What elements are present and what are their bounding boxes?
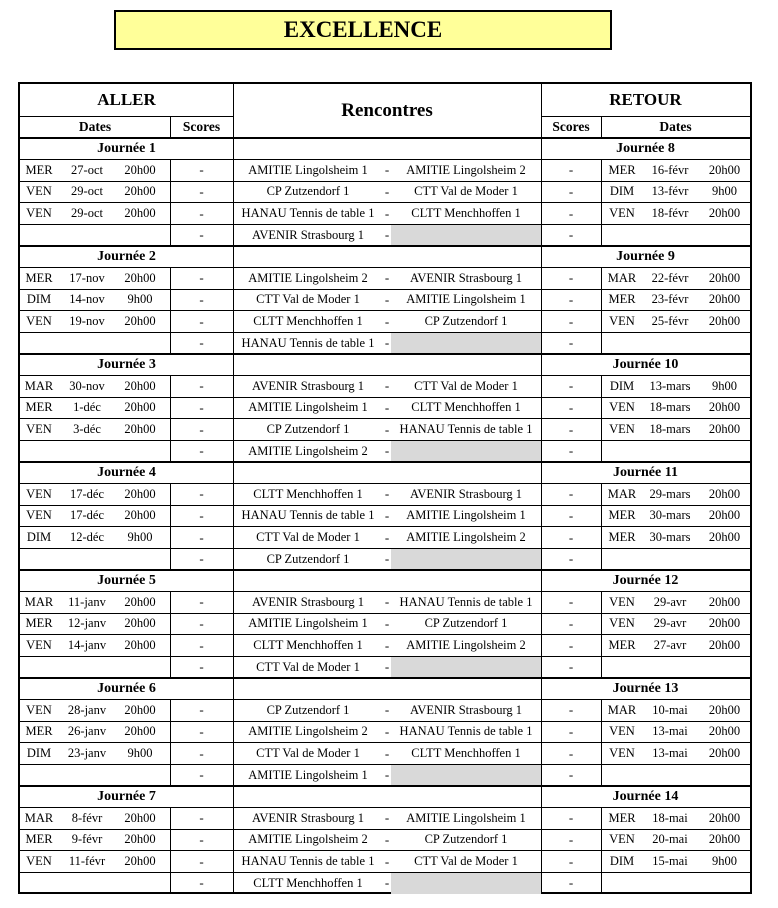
aller-date: 30-nov [69,378,105,393]
score-aller: - [199,637,204,653]
retour-time: 20h00 [708,702,741,717]
retour-day: MER [608,810,636,825]
journee-label-aller: Journée 7 [97,788,156,804]
header-scores-retour: Scores [552,119,590,134]
aller-date: 17-déc [69,486,104,501]
home-team: AMITIE Lingolsheim 2 [248,270,368,285]
retour-date: 13-mars [649,378,691,393]
schedule-table [18,82,752,894]
exempt-team: HANAU Tennis de table 1 [241,335,375,350]
score-aller: - [199,335,204,351]
retour-time: 9h00 [712,854,737,869]
match-separator: - [384,227,390,243]
retour-time: 20h00 [708,530,741,545]
away-team: CP Zutzendorf 1 [424,616,508,631]
match-separator: - [384,615,390,631]
score-aller: - [199,767,204,783]
score-retour: - [568,443,574,459]
journee-label-aller: Journée 3 [97,356,156,372]
aller-time: 20h00 [124,206,156,221]
home-team: HANAU Tennis de table 1 [241,206,375,221]
match-separator: - [384,162,390,178]
aller-day: DIM [26,530,52,545]
aller-day: VEN [26,486,52,501]
aller-day: MER [25,162,53,177]
retour-date: 13-mai [652,746,688,761]
aller-date: 23-janv [67,746,107,761]
aller-time: 20h00 [124,400,156,415]
home-team: CTT Val de Moder 1 [256,746,360,761]
aller-day: MER [25,400,53,415]
header-retour: RETOUR [609,90,682,109]
retour-time: 20h00 [708,616,741,631]
match-separator: - [384,399,390,415]
score-retour: - [568,378,574,394]
aller-day: VEN [26,854,52,869]
score-aller: - [199,831,204,847]
home-team: CP Zutzendorf 1 [266,422,350,437]
score-retour: - [568,313,574,329]
match-separator: - [384,205,390,221]
header-dates-retour: Dates [659,119,692,134]
match-separator: - [384,767,390,783]
aller-time: 20h00 [124,616,156,631]
header-scores-aller: Scores [182,119,221,134]
retour-date: 29-avr [653,594,687,609]
score-retour: - [568,335,574,351]
retour-date: 18-mars [649,400,691,415]
score-retour: - [568,205,574,221]
aller-time: 20h00 [124,810,156,825]
journee-label-retour: Journée 8 [616,140,675,156]
match-separator: - [384,378,390,394]
score-aller: - [199,443,204,459]
retour-day: VEN [609,422,635,437]
retour-day: VEN [609,400,635,415]
retour-date: 29-avr [653,616,687,631]
exempt-empty-cell [391,873,541,894]
score-aller: - [199,702,204,718]
score-aller: - [199,723,204,739]
header-rencontres: Rencontres [341,100,433,121]
match-separator: - [384,594,390,610]
retour-date: 13-mai [652,724,688,739]
exempt-empty-cell [391,765,541,786]
aller-time: 20h00 [124,184,156,199]
home-team: HANAU Tennis de table 1 [241,854,375,869]
score-retour: - [568,421,574,437]
aller-date: 27-oct [71,162,103,177]
journee-label-retour: Journée 12 [612,572,679,588]
match-separator: - [384,745,390,761]
retour-day: MER [608,638,636,653]
away-team: CLTT Menchhoffen 1 [411,400,521,415]
retour-day: VEN [609,724,635,739]
retour-time: 20h00 [708,724,741,739]
score-retour: - [568,486,574,502]
score-aller: - [199,378,204,394]
retour-time: 20h00 [708,206,741,221]
match-separator: - [384,659,390,675]
aller-time: 20h00 [124,486,156,501]
home-team: AVENIR Strasbourg 1 [251,378,365,393]
retour-date: 20-mai [652,832,688,847]
away-team: AMITIE Lingolsheim 1 [406,508,526,523]
away-team: HANAU Tennis de table 1 [399,422,533,437]
aller-time: 20h00 [124,314,156,329]
aller-time: 20h00 [124,594,156,609]
retour-time: 20h00 [708,486,741,501]
match-separator: - [384,313,390,329]
score-retour: - [568,183,574,199]
aller-date: 11-févr [68,854,106,869]
retour-day: MER [608,508,636,523]
home-team: CLTT Menchhoffen 1 [253,314,363,329]
aller-time: 20h00 [124,702,156,717]
retour-day: MAR [607,486,637,501]
retour-time: 9h00 [712,184,737,199]
retour-date: 29-mars [649,486,691,501]
home-team: AVENIR Strasbourg 1 [251,594,365,609]
aller-day: MER [25,724,53,739]
aller-day: MAR [24,594,54,609]
exempt-team: CP Zutzendorf 1 [266,551,350,566]
match-separator: - [384,486,390,502]
aller-day: VEN [26,206,52,221]
match-separator: - [384,853,390,869]
header-divider [20,116,233,117]
score-aller: - [199,486,204,502]
page-title: EXCELLENCE [114,10,612,50]
retour-day: MER [608,292,636,307]
score-aller: - [199,313,204,329]
score-aller: - [199,183,204,199]
away-team: HANAU Tennis de table 1 [399,594,533,609]
aller-date: 8-févr [71,810,103,825]
home-team: AVENIR Strasbourg 1 [251,810,365,825]
retour-date: 18-mars [649,422,691,437]
aller-date: 1-déc [73,400,101,415]
retour-time: 20h00 [708,746,741,761]
header-aller: ALLER [97,90,156,109]
match-separator: - [384,270,390,286]
score-aller: - [199,270,204,286]
away-team: CTT Val de Moder 1 [414,184,518,199]
aller-time: 20h00 [124,638,156,653]
header-dates-aller: Dates [78,119,112,134]
away-team: AVENIR Strasbourg 1 [409,270,523,285]
score-aller: - [199,853,204,869]
aller-date: 17-déc [69,508,104,523]
aller-time: 20h00 [124,270,156,285]
score-aller: - [199,205,204,221]
match-separator: - [384,507,390,523]
away-team: CP Zutzendorf 1 [424,832,508,847]
retour-date: 25-févr [651,314,689,329]
score-retour: - [568,551,574,567]
aller-day: VEN [26,702,52,717]
journee-label-aller: Journée 4 [97,464,156,480]
journee-label-retour: Journée 11 [613,464,678,480]
score-retour: - [568,831,574,847]
aller-time: 20h00 [124,508,156,523]
header-divider [541,116,750,117]
aller-day: MER [25,832,53,847]
aller-date: 12-janv [67,616,107,631]
retour-date: 22-févr [651,270,689,285]
retour-day: MAR [607,270,637,285]
aller-date: 26-janv [67,724,107,739]
aller-day: MER [25,270,53,285]
retour-date: 10-mai [652,702,688,717]
journee-label-retour: Journée 13 [612,680,679,696]
retour-day: VEN [609,594,635,609]
match-separator: - [384,183,390,199]
exempt-empty-cell [391,657,541,678]
aller-date: 29-oct [71,184,103,199]
away-team: HANAU Tennis de table 1 [399,724,533,739]
home-team: CP Zutzendorf 1 [266,702,350,717]
retour-day: DIM [609,378,635,393]
aller-date: 11-janv [68,594,106,609]
retour-time: 20h00 [708,638,741,653]
home-team: CP Zutzendorf 1 [266,184,350,199]
aller-day: VEN [26,508,52,523]
retour-day: DIM [609,854,635,869]
score-aller: - [199,875,204,891]
retour-date: 23-févr [651,292,689,307]
match-separator: - [384,421,390,437]
retour-date: 30-mars [649,530,691,545]
match-separator: - [384,335,390,351]
score-retour: - [568,615,574,631]
score-aller: - [199,551,204,567]
match-separator: - [384,702,390,718]
home-team: AMITIE Lingolsheim 1 [248,616,368,631]
score-retour: - [568,270,574,286]
retour-time: 20h00 [708,508,741,523]
away-team: AVENIR Strasbourg 1 [409,702,523,717]
retour-day: VEN [609,832,635,847]
aller-day: VEN [26,638,52,653]
aller-day: DIM [26,292,52,307]
away-team: AMITIE Lingolsheim 2 [406,530,526,545]
score-aller: - [199,507,204,523]
journee-label-retour: Journée 9 [616,248,675,264]
match-separator: - [384,875,390,891]
exempt-team: AMITIE Lingolsheim 2 [248,443,368,458]
exempt-team: CTT Val de Moder 1 [256,659,360,674]
score-aller: - [199,745,204,761]
retour-time: 20h00 [708,162,741,177]
score-retour: - [568,853,574,869]
retour-time: 9h00 [712,378,737,393]
score-aller: - [199,399,204,415]
away-team: CTT Val de Moder 1 [414,854,518,869]
aller-date: 29-oct [71,206,103,221]
journee-label-aller: Journée 5 [97,572,156,588]
aller-time: 20h00 [124,854,156,869]
score-retour: - [568,723,574,739]
home-team: CTT Val de Moder 1 [256,530,360,545]
aller-date: 14-janv [67,638,107,653]
aller-time: 9h00 [127,530,153,545]
match-separator: - [384,723,390,739]
score-retour: - [568,529,574,545]
aller-day: VEN [26,422,52,437]
exempt-empty-cell [391,225,541,246]
score-retour: - [568,162,574,178]
exempt-team: CLTT Menchhoffen 1 [253,875,363,890]
score-retour: - [568,637,574,653]
away-team: AMITIE Lingolsheim 2 [406,638,526,653]
retour-date: 16-févr [651,162,689,177]
aller-date: 9-févr [71,832,103,847]
retour-time: 20h00 [708,422,741,437]
journee-label-aller: Journée 1 [97,140,156,156]
home-team: HANAU Tennis de table 1 [241,508,375,523]
aller-day: VEN [26,314,52,329]
aller-time: 20h00 [124,724,156,739]
exempt-empty-cell [391,549,541,570]
journee-label-aller: Journée 6 [97,680,156,696]
aller-date: 14-nov [69,292,105,307]
score-aller: - [199,529,204,545]
away-team: CP Zutzendorf 1 [424,314,508,329]
aller-time: 20h00 [124,422,156,437]
match-separator: - [384,831,390,847]
home-team: AMITIE Lingolsheim 2 [248,832,368,847]
away-team: CLTT Menchhoffen 1 [411,206,521,221]
exempt-team: AVENIR Strasbourg 1 [251,227,365,242]
retour-time: 20h00 [708,832,741,847]
away-team: CTT Val de Moder 1 [414,378,518,393]
score-aller: - [199,421,204,437]
retour-time: 20h00 [708,594,741,609]
score-retour: - [568,227,574,243]
score-retour: - [568,810,574,826]
aller-date: 17-nov [69,270,105,285]
retour-date: 30-mars [649,508,691,523]
score-aller: - [199,162,204,178]
exempt-empty-cell [391,333,541,354]
retour-date: 18-févr [651,206,689,221]
retour-day: DIM [609,184,635,199]
journee-label-aller: Journée 2 [97,248,156,264]
column-divider [601,116,602,138]
retour-date: 15-mai [652,854,688,869]
match-separator: - [384,810,390,826]
exempt-empty-cell [391,441,541,462]
exempt-team: AMITIE Lingolsheim 1 [248,767,368,782]
aller-day: DIM [26,746,52,761]
aller-day: MAR [24,378,54,393]
column-divider [170,116,171,138]
score-retour: - [568,875,574,891]
retour-date: 27-avr [653,638,687,653]
journee-label-retour: Journée 10 [612,356,679,372]
retour-day: VEN [609,616,635,631]
score-retour: - [568,399,574,415]
aller-date: 12-déc [69,530,104,545]
score-retour: - [568,659,574,675]
match-separator: - [384,551,390,567]
aller-time: 9h00 [127,746,153,761]
home-team: AMITIE Lingolsheim 1 [248,400,368,415]
score-aller: - [199,291,204,307]
retour-day: MER [608,162,636,177]
score-aller: - [199,594,204,610]
retour-day: MAR [607,702,637,717]
away-team: AMITIE Lingolsheim 1 [406,292,526,307]
score-retour: - [568,291,574,307]
match-separator: - [384,443,390,459]
aller-time: 20h00 [124,832,156,847]
away-team: AMITIE Lingolsheim 2 [406,162,526,177]
aller-day: MAR [24,810,54,825]
aller-day: VEN [26,184,52,199]
home-team: AMITIE Lingolsheim 2 [248,724,368,739]
journee-label-retour: Journée 14 [612,788,679,804]
retour-time: 20h00 [708,314,741,329]
aller-date: 28-janv [67,702,107,717]
home-team: AMITIE Lingolsheim 1 [248,162,368,177]
score-aller: - [199,810,204,826]
score-aller: - [199,659,204,675]
score-aller: - [199,227,204,243]
home-team: CLTT Menchhoffen 1 [253,486,363,501]
aller-time: 9h00 [127,292,153,307]
score-retour: - [568,745,574,761]
retour-date: 18-mai [652,810,688,825]
retour-date: 13-févr [651,184,689,199]
score-retour: - [568,594,574,610]
home-team: CLTT Menchhoffen 1 [253,638,363,653]
match-separator: - [384,529,390,545]
score-retour: - [568,507,574,523]
away-team: CLTT Menchhoffen 1 [411,746,521,761]
retour-day: MER [608,530,636,545]
aller-time: 20h00 [124,378,156,393]
score-retour: - [568,767,574,783]
match-separator: - [384,637,390,653]
score-retour: - [568,702,574,718]
away-team: AVENIR Strasbourg 1 [409,486,523,501]
retour-time: 20h00 [708,270,741,285]
aller-time: 20h00 [124,162,156,177]
aller-day: MER [25,616,53,631]
aller-date: 19-nov [69,314,105,329]
retour-day: VEN [609,206,635,221]
aller-date: 3-déc [73,422,101,437]
score-aller: - [199,615,204,631]
retour-day: VEN [609,314,635,329]
retour-time: 20h00 [708,400,741,415]
match-separator: - [384,291,390,307]
retour-day: VEN [609,746,635,761]
retour-time: 20h00 [708,810,741,825]
home-team: CTT Val de Moder 1 [256,292,360,307]
retour-time: 20h00 [708,292,741,307]
away-team: AMITIE Lingolsheim 1 [406,810,526,825]
